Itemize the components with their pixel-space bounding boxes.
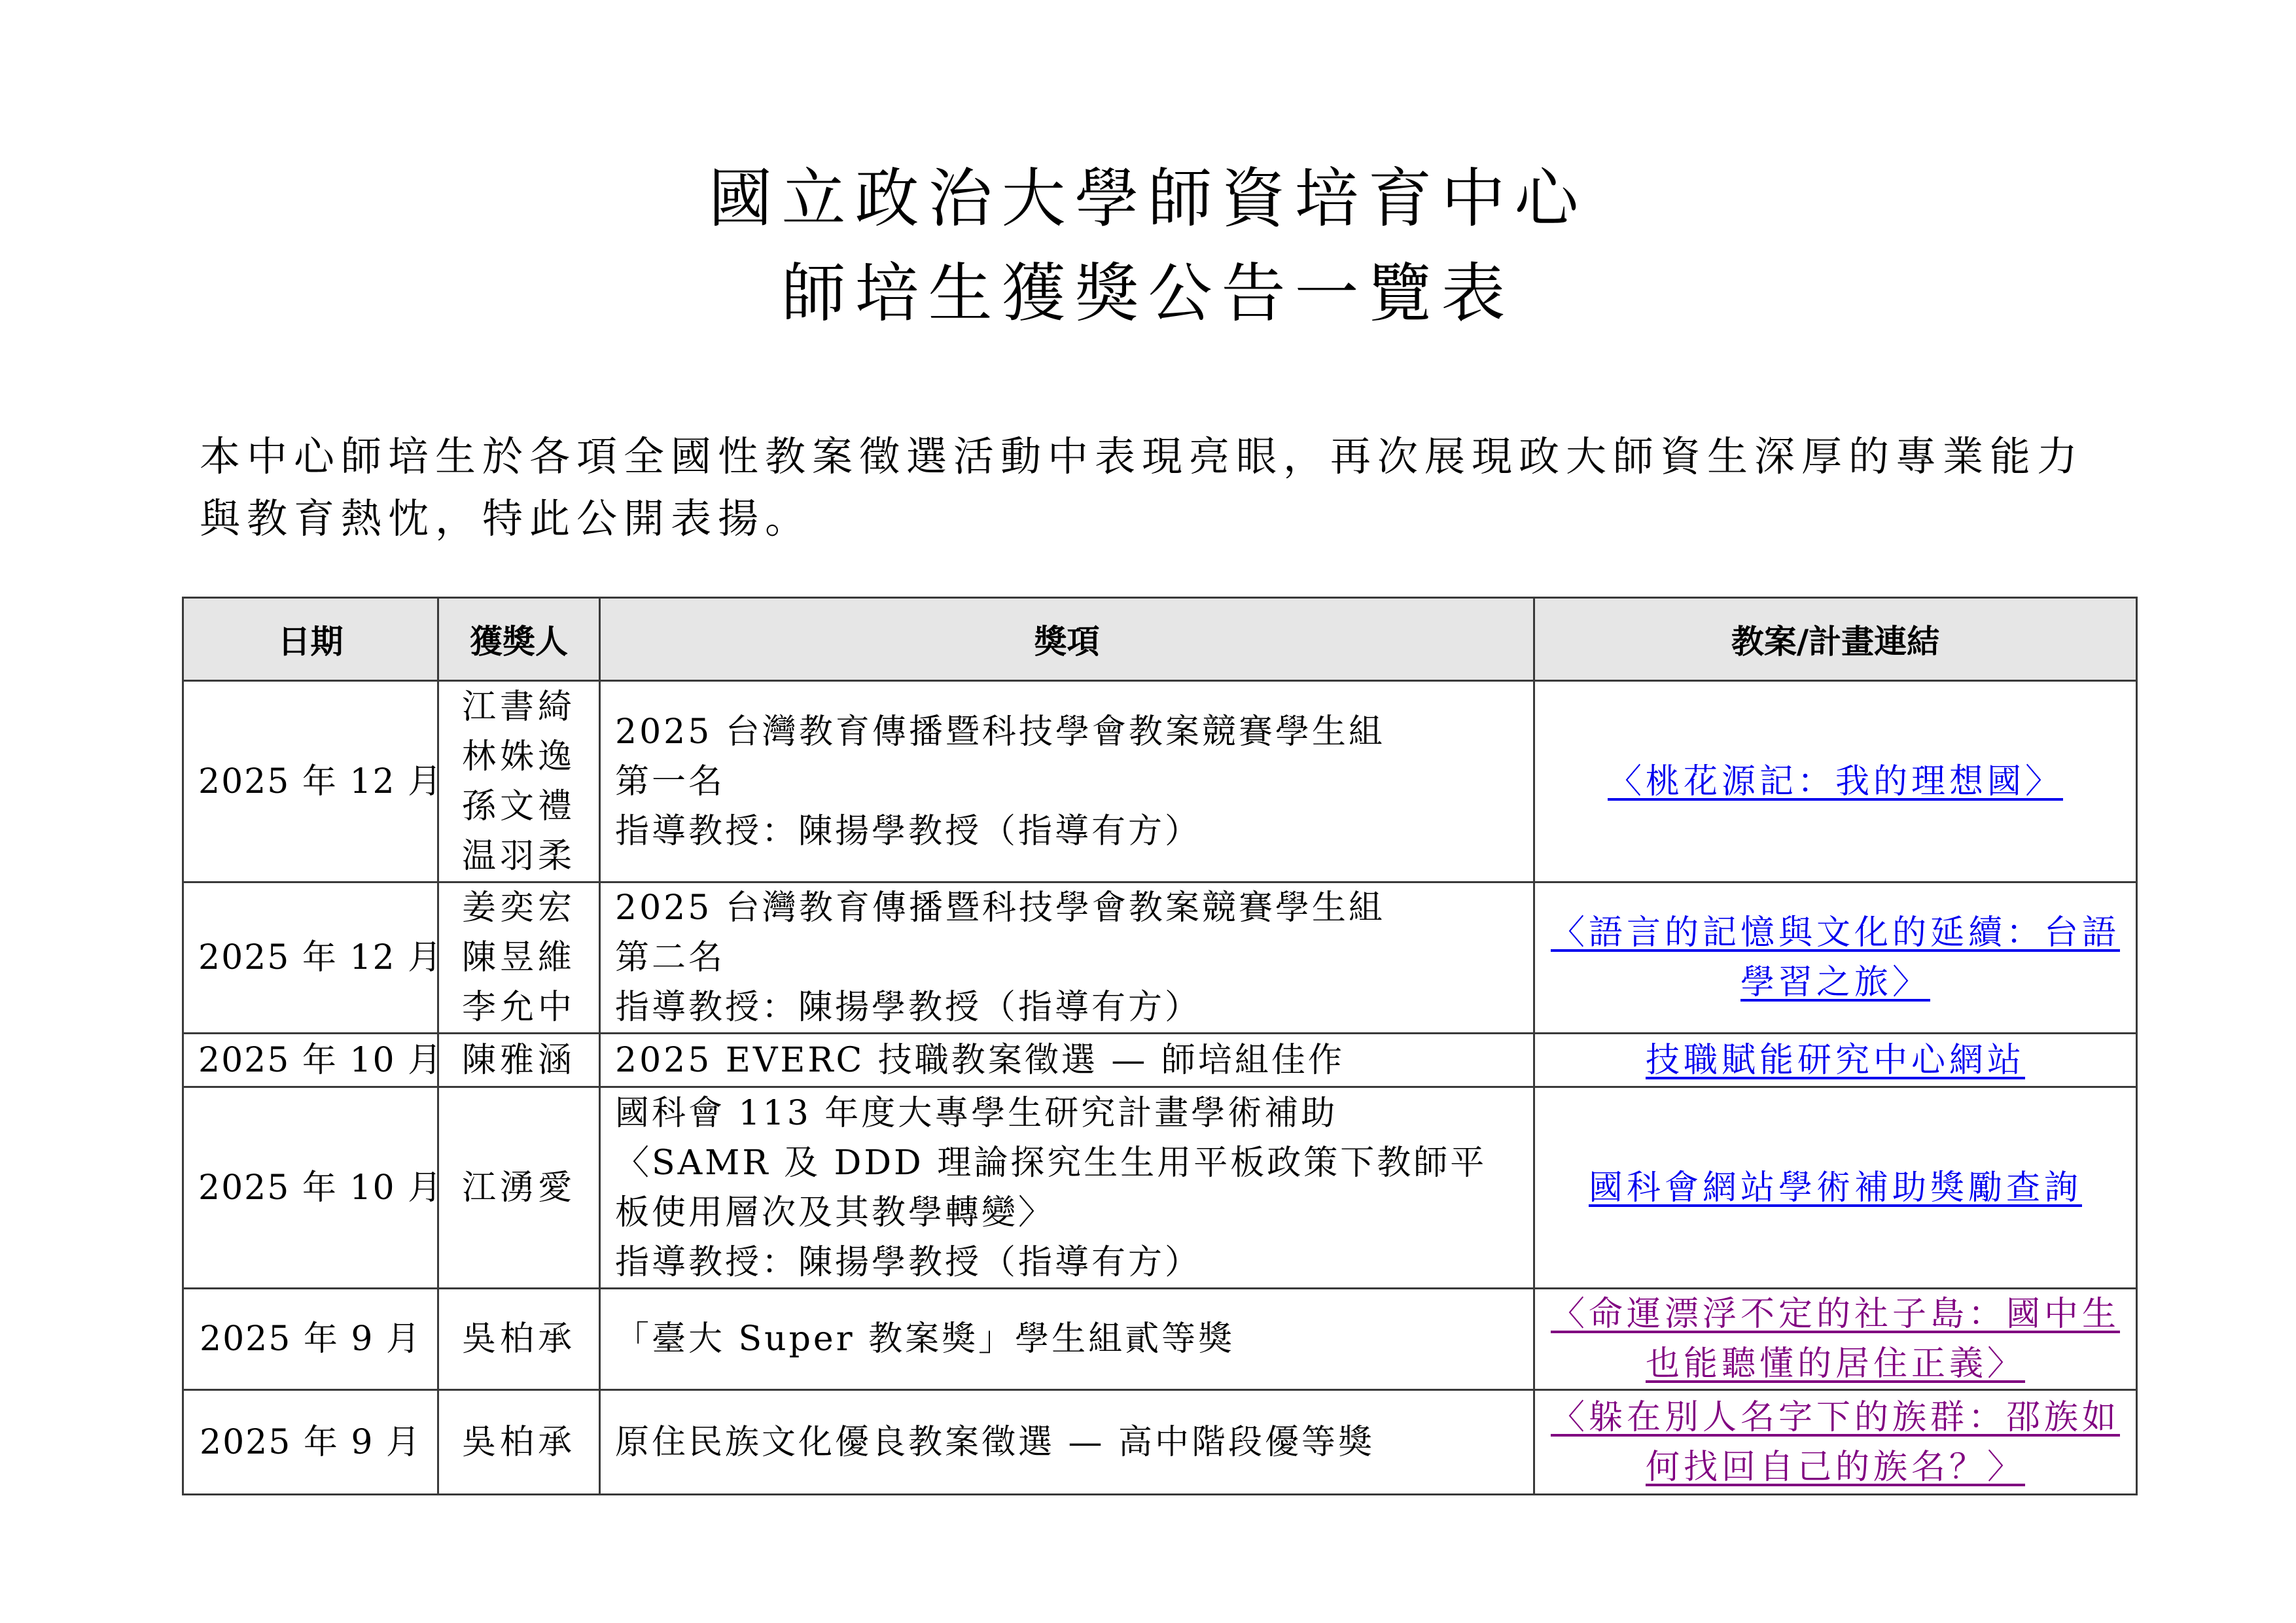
winner-name: 姜奕宏 xyxy=(461,888,576,928)
column-header-link: 教案/計畫連結 xyxy=(1534,598,2137,681)
winners-cell xyxy=(438,1087,600,1289)
winner-name: 林姝逸 xyxy=(461,737,576,777)
winner-name: 吳柏承 xyxy=(461,1422,576,1462)
winners-cell xyxy=(438,1289,600,1390)
award-rank: 第一名 xyxy=(615,761,726,801)
date-cell: 2025 年 10 月 xyxy=(183,1034,438,1087)
lesson-plan-link[interactable]: 〈語言的記憶與文化的延續：台語學習之旅〉 xyxy=(1550,913,2120,1002)
award-cell xyxy=(600,1390,1534,1495)
table-row xyxy=(183,681,2137,882)
award-cell xyxy=(600,1034,1534,1087)
award-cell xyxy=(600,1087,1534,1289)
award-cell xyxy=(600,882,1534,1034)
link-cell xyxy=(1534,1289,2137,1390)
award-project-title: 〈SAMR 及 DDD 理論探究生生用平板政策下教師平板使用層次及其教學轉變〉 xyxy=(615,1143,1487,1232)
nstc-grant-query-link[interactable]: 國科會網站學術補助獎勵查詢 xyxy=(1588,1168,2082,1208)
column-header-award: 獎項 xyxy=(600,598,1534,681)
award-title: 2025 台灣教育傳播暨科技學會教案競賽學生組 xyxy=(615,888,1385,928)
winners-cell xyxy=(438,882,600,1034)
winners-cell xyxy=(438,1390,600,1495)
research-center-link[interactable]: 技職賦能研究中心網站 xyxy=(1645,1040,2025,1080)
award-cell xyxy=(600,1289,1534,1390)
date-cell: 2025 年 9 月 xyxy=(183,1390,438,1495)
award-advisor: 指導教授：陳揚學教授（指導有方） xyxy=(615,811,1202,851)
date-cell: 2025 年 12 月 xyxy=(183,681,438,882)
lesson-plan-link[interactable]: 〈命運漂浮不定的社子島：國中生也能聽懂的居住正義〉 xyxy=(1550,1295,2120,1384)
link-cell xyxy=(1534,1390,2137,1495)
award-rank: 第二名 xyxy=(615,938,726,977)
winner-name: 陳昱維 xyxy=(461,938,576,977)
winner-name: 孫文禮 xyxy=(461,786,576,826)
award-cell xyxy=(600,681,1534,882)
award-advisor: 指導教授：陳揚學教授（指導有方） xyxy=(615,1242,1202,1282)
column-header-winners: 獲獎人 xyxy=(438,598,600,681)
winner-name: 江書綺 xyxy=(461,687,576,727)
document-title-line2: 師培生獲獎公告一覽表 xyxy=(781,256,1515,331)
award-title: 「臺大 Super 教案獎」學生組貳等獎 xyxy=(615,1319,1235,1359)
lesson-plan-link[interactable]: 〈桃花源記：我的理想國〉 xyxy=(1607,761,2063,801)
award-title: 2025 台灣教育傳播暨科技學會教案競賽學生組 xyxy=(615,712,1385,752)
link-cell xyxy=(1534,882,2137,1034)
winner-name: 温羽柔 xyxy=(461,836,576,876)
winner-name: 陳雅涵 xyxy=(461,1040,576,1080)
winners-cell xyxy=(438,681,600,882)
winner-name: 吳柏承 xyxy=(461,1319,576,1359)
column-header-date: 日期 xyxy=(183,598,438,681)
winners-cell xyxy=(438,1034,600,1087)
intro-paragraph: 本中心師培生於各項全國性教案徵選活動中表現亮眼，再次展現政大師資生深厚的專業能力與教育熱忱，特此公開表揚。 xyxy=(200,432,2085,542)
award-advisor: 指導教授：陳揚學教授（指導有方） xyxy=(615,988,1202,1027)
table-row xyxy=(183,1289,2137,1390)
table-row xyxy=(183,1087,2137,1289)
award-title: 國科會 113 年度大專學生研究計畫學術補助 xyxy=(615,1093,1338,1133)
table-header-row xyxy=(183,598,2137,681)
table-row xyxy=(183,1034,2137,1087)
winner-name: 江湧愛 xyxy=(461,1168,576,1208)
date-cell: 2025 年 12 月 xyxy=(183,882,438,1034)
table-row xyxy=(183,1390,2137,1495)
table-row xyxy=(183,882,2137,1034)
link-cell xyxy=(1534,1034,2137,1087)
awards-table xyxy=(182,597,2138,1495)
date-cell: 2025 年 10 月 xyxy=(183,1087,438,1289)
date-cell: 2025 年 9 月 xyxy=(183,1289,438,1390)
award-title: 2025 EVERC 技職教案徵選 — 師培組佳作 xyxy=(615,1040,1345,1080)
document-title-line1: 國立政治大學師資培育中心 xyxy=(708,162,1588,236)
lesson-plan-link[interactable]: 〈躲在別人名字下的族群：邵族如何找回自己的族名？〉 xyxy=(1550,1397,2120,1487)
award-title: 原住民族文化優良教案徵選 — 高中階段優等獎 xyxy=(615,1422,1375,1462)
link-cell xyxy=(1534,1087,2137,1289)
winner-name: 李允中 xyxy=(461,988,576,1027)
link-cell xyxy=(1534,681,2137,882)
